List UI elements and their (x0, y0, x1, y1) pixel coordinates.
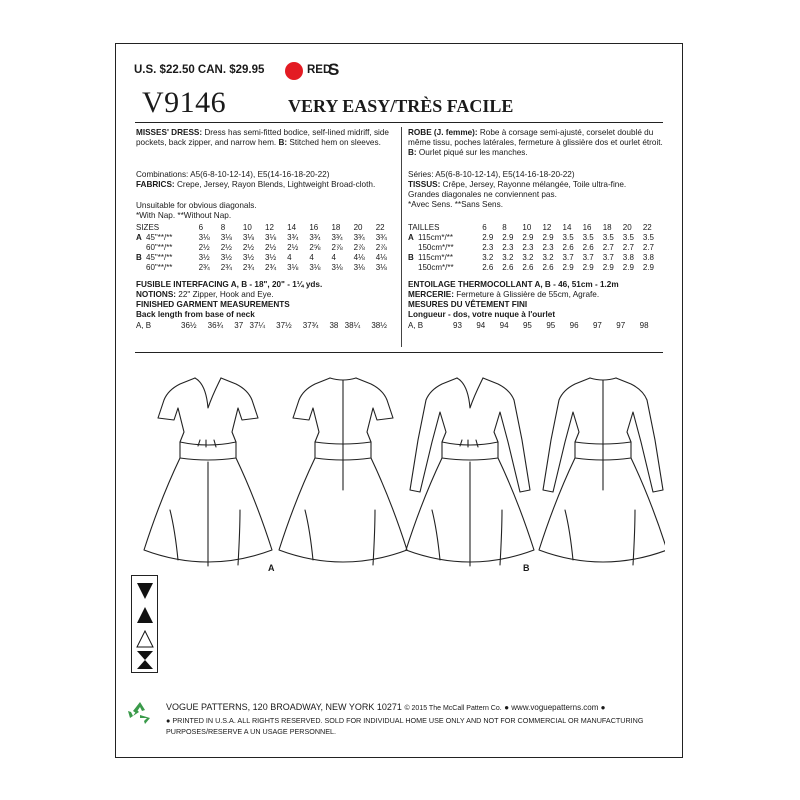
recycle-icon (126, 700, 154, 726)
table-cell: 3.5 (622, 233, 634, 242)
color-label: RED (307, 64, 332, 76)
size-header-cell: 6 (482, 223, 487, 232)
table-cell: 37¼ (249, 321, 266, 330)
table-cell: 3¾ (375, 233, 387, 242)
table-cell: 2.9 (522, 233, 534, 242)
table-cell: 2.9 (602, 263, 614, 272)
table-cell: 3⅛ (287, 263, 299, 272)
table-cell: 2¾ (242, 263, 255, 272)
table-cell: 2.9 (542, 233, 554, 242)
table-cell: 4⅛ (353, 253, 365, 262)
size-table-header (136, 223, 398, 233)
table-row (408, 243, 663, 253)
size-header-cell: 6 (198, 223, 204, 232)
table-cell: 2.6 (562, 243, 574, 252)
fabrics-text: Crêpe, Jersey, Rayonne mélangée, Toile ultra-fine. (440, 180, 627, 189)
size-header-cell: 8 (220, 223, 226, 232)
table-cell: 93 (453, 321, 462, 330)
table-cell: 2.6 (502, 263, 514, 272)
size-header-cell: 18 (602, 223, 612, 232)
table-cell: 3.2 (482, 253, 494, 262)
fabrics-label: FABRICS: (136, 180, 175, 189)
table-cell (136, 243, 146, 253)
table-cell: 115cm*/** (418, 233, 453, 242)
table-cell: B (136, 253, 142, 262)
english-description (136, 128, 394, 148)
middle-divider (135, 352, 663, 353)
table-cell: 3⅛ (353, 263, 365, 272)
notions-label: MERCERIE: (408, 290, 454, 299)
table-row (408, 321, 663, 331)
table-cell: 3.7 (562, 253, 574, 262)
table-cell: 2.7 (642, 243, 654, 252)
table-row (136, 253, 398, 263)
table-cell: 2¾ (265, 263, 277, 272)
table-cell: 3.8 (642, 253, 654, 262)
table-cell: 3.5 (562, 233, 574, 242)
table-row (136, 243, 398, 253)
cutting-triangles-icon (134, 580, 156, 672)
legal-line-2: PURPOSES/RESERVE A UN USAGE PERSONNEL. (166, 727, 337, 736)
table-cell: 60"**/** (146, 263, 173, 272)
table-cell: 2⅞ (375, 243, 387, 252)
table-cell: 3¾ (353, 233, 365, 242)
size-header-cell: 14 (287, 223, 297, 232)
table-cell: A, B (408, 321, 424, 330)
table-cell: A, B (136, 321, 152, 330)
table-cell: 3½ (265, 253, 277, 262)
table-cell: 96 (569, 321, 579, 330)
table-cell: 3⅛ (331, 263, 343, 272)
table-cell: 2¾ (220, 263, 232, 272)
size-header-cell: 20 (622, 223, 632, 232)
table-cell: 3.7 (582, 253, 594, 262)
table-cell: 38¼ (344, 321, 361, 330)
table-row (136, 263, 398, 273)
table-cell: 45"**/** (146, 233, 173, 242)
table-cell: 36¾ (207, 321, 224, 330)
english-nap: *With Nap. **Without Nap. (136, 211, 232, 220)
table-cell: 2.3 (482, 243, 494, 252)
size-header-cell: 16 (309, 223, 319, 232)
english-size-table (136, 223, 398, 273)
size-header-cell: 20 (353, 223, 363, 232)
size-header-cell: 8 (502, 223, 507, 232)
table-cell: 4 (287, 253, 292, 262)
description-b-label: B: (408, 148, 417, 158)
table-cell: 3.8 (622, 253, 634, 262)
french-interfacing: ENTOILAGE THERMOCOLLANT A, B - 46, 51cm - 1.2m (408, 280, 619, 289)
table-cell: 3⅛ (375, 263, 387, 272)
description-text: Robe à corsage semi-ajusté, corselet doublé du même tissu, poches latérales, fermeture à glissière dos et ourlet étroit. (408, 128, 663, 148)
table-cell: 94 (476, 321, 486, 330)
table-cell: 37 (234, 321, 244, 330)
table-cell: 2.3 (502, 243, 514, 252)
table-cell: 3.5 (602, 233, 614, 242)
table-cell: 38 (329, 321, 339, 330)
table-cell: 95 (546, 321, 556, 330)
size-header-cell: 14 (562, 223, 572, 232)
table-cell: 3¾ (331, 233, 343, 242)
table-cell: 115cm*/** (418, 253, 453, 262)
table-cell: 4 (309, 253, 314, 262)
size-header-cell: 12 (265, 223, 274, 232)
table-cell: 98 (639, 321, 649, 330)
table-cell: 3.5 (582, 233, 594, 242)
table-cell: 3.2 (522, 253, 534, 262)
table-cell: A (136, 233, 142, 242)
table-cell: 3⅛ (265, 233, 277, 242)
table-cell: 3.2 (542, 253, 554, 262)
table-row (136, 233, 398, 243)
table-cell: 3½ (220, 253, 232, 262)
french-combinations: Séries: A5(6-8-10-12-14), E5(14-16-18-20-22) (408, 170, 575, 179)
description-b-text: Ourlet piqué sur les manches. (416, 148, 528, 158)
table-cell: 2¾ (198, 263, 210, 272)
english-interfacing: FUSIBLE INTERFACING A, B - 18", 20" - 1¼ yds. (136, 280, 323, 289)
table-row (408, 253, 663, 263)
size-header-cell: 22 (642, 223, 652, 232)
english-combinations: Combinations: A5(6-8-10-12-14), E5(14-16-18-20-22) (136, 170, 330, 179)
table-cell: 2.9 (622, 263, 634, 272)
table-cell: 45"**/** (146, 253, 173, 262)
table-cell: 3.5 (642, 233, 654, 242)
table-cell: 3⅛ (242, 233, 255, 242)
dress-b-back-drawing (539, 378, 665, 565)
table-row (136, 321, 398, 331)
table-cell: 94 (499, 321, 509, 330)
table-cell: 3¾ (287, 233, 299, 242)
figure-label-a: A (268, 563, 275, 573)
table-cell: 3⅛ (309, 263, 321, 272)
english-fabrics (136, 180, 394, 190)
table-cell (136, 263, 146, 273)
legal-line-1: ● PRINTED IN U.S.A. ALL RIGHTS RESERVED. SOLD FOR INDIVIDUAL HOME USE ONLY AND NOT FOR COMMERCIAL OR MANUFACTURING (166, 716, 644, 725)
table-cell: 2½ (287, 243, 299, 252)
company-address: VOGUE PATTERNS, 120 BROADWAY, NEW YORK 10271 (166, 702, 402, 712)
table-cell: 2.9 (562, 263, 574, 272)
table-cell: 2.3 (522, 243, 534, 252)
size-header-cell: 10 (242, 223, 252, 232)
description-title: ROBE (J. femme): (408, 128, 478, 137)
table-cell: 2.9 (582, 263, 594, 272)
table-cell: 2½ (198, 243, 210, 252)
description-b-text: Stitched hem on sleeves. (287, 138, 381, 148)
french-description (408, 128, 666, 159)
table-cell: 3¾ (309, 233, 321, 242)
table-row (408, 233, 663, 243)
price-label: U.S. $22.50 CAN. $29.95 (134, 64, 265, 76)
table-cell: 2.6 (522, 263, 534, 272)
table-cell: 2⅞ (353, 243, 365, 252)
table-cell (408, 243, 418, 253)
table-cell: 2⅞ (331, 243, 343, 252)
table-cell: 3.7 (602, 253, 614, 262)
top-divider (135, 122, 663, 123)
dress-illustrations (140, 370, 665, 580)
footer-line-1 (166, 702, 605, 712)
french-notions (408, 290, 666, 300)
dress-a-back-drawing (279, 378, 407, 565)
fabrics-text: Crepe, Jersey, Rayon Blends, Lightweight Broad-cloth. (174, 180, 376, 189)
dress-b-front-drawing (406, 378, 534, 566)
table-cell: 3½ (198, 253, 210, 262)
french-unsuitable: Grandes diagonales ne conviennent pas. (408, 190, 557, 199)
table-cell: 2.9 (482, 233, 494, 242)
table-cell: 2½ (220, 243, 232, 252)
size-header-cell: 18 (331, 223, 341, 232)
table-cell: 4⅛ (375, 253, 387, 262)
table-cell: 3⅛ (198, 233, 210, 242)
table-cell: 37½ (276, 321, 292, 330)
size-code: S (328, 60, 340, 79)
english-back-values (136, 321, 398, 331)
notions-text: Fermeture à Glissière de 55cm, Agrafe. (453, 290, 600, 299)
notions-label: NOTIONS: (136, 290, 177, 299)
size-header-cell: TAILLES (408, 223, 440, 232)
table-cell: 97 (616, 321, 626, 330)
table-cell: 2.7 (602, 243, 614, 252)
size-header-cell: 10 (522, 223, 532, 232)
table-row (408, 263, 663, 273)
table-cell: 2.6 (482, 263, 494, 272)
size-table-header (408, 223, 663, 233)
english-unsuitable: Unsuitable for obvious diagonals. (136, 201, 257, 210)
french-nap: *Avec Sens. **Sans Sens. (408, 200, 503, 209)
table-cell: 2½ (242, 243, 255, 252)
table-cell: 37¾ (302, 321, 319, 330)
french-finished: MESURES DU VÊTEMENT FINI (408, 300, 528, 309)
red-dot-icon (285, 62, 303, 80)
table-cell: 150cm*/** (418, 243, 454, 252)
table-cell: 36½ (181, 321, 197, 330)
french-size-table (408, 223, 663, 273)
table-cell: 2.6 (542, 263, 554, 272)
table-cell: 3½ (242, 253, 255, 262)
size-header-cell: 22 (375, 223, 385, 232)
english-back-length: Back length from base of neck (136, 310, 255, 319)
copyright: © 2015 The McCall Pattern Co. (404, 705, 502, 712)
table-cell: B (408, 253, 414, 262)
table-cell: 95 (522, 321, 532, 330)
french-back-values (408, 321, 663, 331)
table-cell: 2.7 (622, 243, 634, 252)
table-cell: 2.6 (582, 243, 594, 252)
table-cell: 2.9 (502, 233, 514, 242)
figure-label-b: B (523, 563, 530, 573)
french-back-length: Longueur - dos, votre nuque à l'ourlet (408, 310, 556, 319)
size-header-cell: 16 (582, 223, 592, 232)
table-cell (408, 263, 418, 273)
table-cell: 2½ (265, 243, 277, 252)
table-cell: 150cm*/** (418, 263, 454, 272)
table-cell: 3.2 (502, 253, 514, 262)
table-cell: 3⅛ (220, 233, 232, 242)
table-cell: 38½ (371, 321, 387, 330)
table-cell: 2.9 (642, 263, 654, 272)
english-finished: FINISHED GARMENT MEASUREMENTS (136, 300, 290, 309)
notions-text: 22" Zipper, Hook and Eye. (176, 290, 274, 299)
french-fabrics (408, 180, 666, 190)
size-header-cell: 12 (542, 223, 552, 232)
english-notions (136, 290, 394, 300)
table-cell: A (408, 233, 414, 242)
table-cell: 2⅝ (309, 243, 321, 252)
description-title: MISSES' DRESS: (136, 128, 203, 137)
table-cell: 97 (592, 321, 602, 330)
dress-a-front-drawing (144, 378, 272, 566)
size-header-cell: SIZES (136, 223, 160, 232)
table-cell: 4 (331, 253, 336, 262)
column-divider (401, 127, 402, 347)
description-text: Dress has semi-fitted bodice, self-lined midriff, side pockets, back zipper, and narrow hem. (136, 128, 389, 148)
website-link: ● www.voguepatterns.com ● (504, 703, 606, 712)
description-b-label: B: (278, 138, 288, 148)
fabrics-label: TISSUS: (408, 180, 441, 189)
difficulty-label: VERY EASY/TRÈS FACILE (288, 96, 514, 116)
table-cell: 2.3 (542, 243, 554, 252)
pattern-number: V9146 (142, 86, 227, 119)
table-cell: 60"**/** (146, 243, 173, 252)
